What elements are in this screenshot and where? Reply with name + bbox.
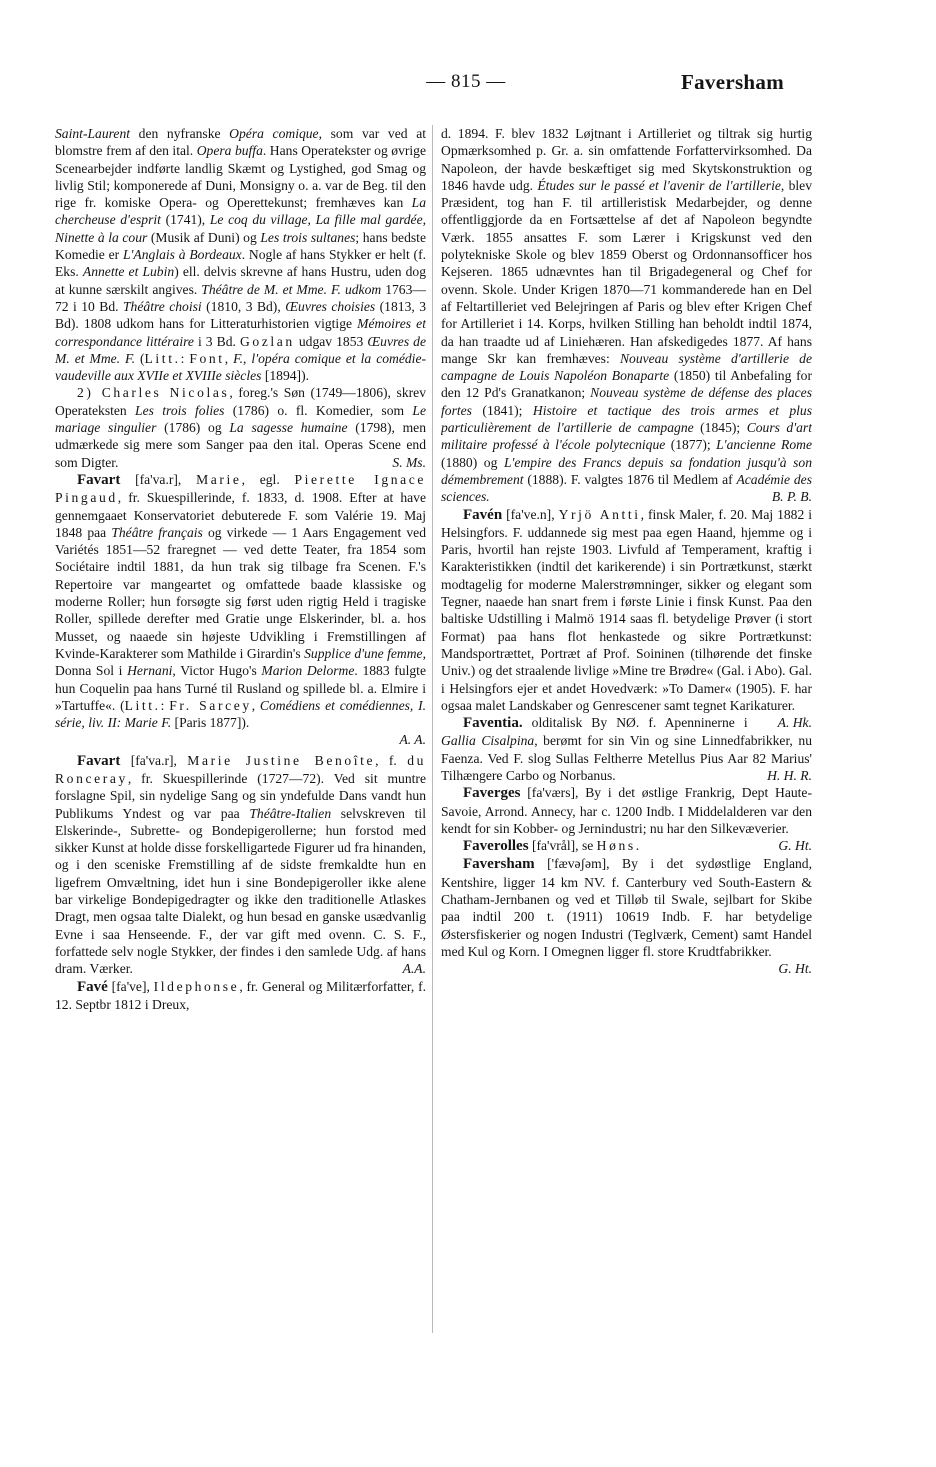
body-text: , f.: [375, 752, 408, 768]
body-text: 1763—72 i 10 Bd.: [55, 281, 426, 314]
body-text: (: [135, 350, 145, 366]
pronunciation: [fa'va.r],: [120, 471, 197, 487]
body-text: , som var ved at blomstre frem af den ital.: [55, 126, 426, 159]
work-title: Œuvres choisies: [285, 298, 376, 314]
headword: Favart: [77, 752, 121, 769]
entry-favart-continued: [55, 125, 426, 384]
body-text: (1798), men udmærkede sig mere som Sanger paa den ital. Operas Scene end som Digter.: [55, 420, 426, 470]
entry-favart-marie-justine: [55, 752, 426, 978]
body-text: , fr. Skuespillerinde, f. 1833, d. 1908. Efter at have gennemgaaet Konservatoriet debuterede F. som Valérie 19. Maj 1848 paa: [55, 490, 426, 540]
body-text: ,: [243, 350, 252, 366]
literature-label: Litt.: [124, 697, 161, 713]
literature-label: Litt.: [144, 350, 181, 366]
body-text: d. 1894. F. blev 1832 Løjtnant i Artilleriet og tiltrak sig hurtig Opmærksomhed p. Gr. a. sin omfattende Forfattervirksomhed. Da Napoleon, der havde beskæftiget sig med Skytskonstruktion og 1846 havde udg.: [441, 126, 812, 193]
work-title: Mémoires et correspondance littéraire: [55, 316, 426, 349]
work-title: Histoire et tactique des trois armes et plus particulièrement de l'artillerie de campagne: [441, 402, 812, 436]
author-signature: A.A.: [402, 961, 426, 977]
work-title: Comédiens et comédiennes, I. série, liv. II: Marie F.: [55, 697, 426, 731]
spaced-name: Ildephonse: [153, 978, 240, 994]
author-signature: B. P. B.: [771, 489, 812, 505]
work-title: Cours d'art militaire professé à l'école polytecnique: [441, 420, 812, 453]
running-head: Faversham: [680, 70, 784, 94]
body-text: , fr. Skuespillerinde (1727—72). Ved sit muntre forslagne Spil, sin nydelige Sang og sin yndefulde Dans vandt hun Publikums Yndest og var paa: [55, 770, 426, 821]
body-text: , Victor Hugo's: [172, 663, 262, 679]
work-title: Théâtre de M. et Mme. F.: [201, 281, 341, 297]
author-signature: H. H. R.: [767, 767, 812, 783]
body-text: ['fævəʃəm], By i det sydøstlige England, Kentshire, ligger 14 km NV. f. Canterbury ved South-Eastern & Chatham-Jernbanen og ved et Tilløb til Swale, sejlbart for Skibe paa indtil 200 t. (1911) 10619 Indb. F. har betydelige Østersfiskerier og nogen Industri (Teglværk, Cement) samt Handel med Kul og Korn. I Omegnen ligger fl. store Krudtfabrikker.: [441, 856, 812, 959]
spaced-name: 2) Charles Nicolas: [77, 385, 230, 401]
work-title: Le coq du village, La fille mal gardée, Ninette à la cour: [55, 212, 426, 245]
headword: Faversham: [463, 856, 535, 873]
work-title: L'Anglais à Bordeaux: [122, 247, 242, 263]
entry-faversham: [441, 855, 812, 977]
work-title: Théâtre-Italien: [249, 805, 332, 821]
spaced-name: Fr. Sarcey: [169, 697, 252, 713]
cross-reference: Høns: [596, 838, 636, 854]
author-signature: A. A.: [399, 732, 426, 748]
work-title: Théâtre français: [111, 524, 203, 540]
body-text: i 3 Bd.: [193, 333, 240, 349]
body-text: (1888). F. valgtes 1876 til Medlem af: [523, 471, 737, 487]
work-title: La sagesse humaine: [229, 420, 348, 436]
body-text: , blev Præsident, tog han F. til artilleristisk Medarbejder, og denne offentliggjorde da en Fortsættelse af det af Napoleon begyndte Værk. 1855 ansattes F. som Lærer i Krigskunst ved den polytekniske Skole og blev 1859 Oberst og Ordonnansofficer hos Kejseren. 1865 udnævntes han til Brigadegeneral og Chef for ovenn. Skole. Under Krigen 1870—71 kommanderede han en Del af Feltartilleriet ved Belejringen af Paris og blev efter Krigen Chef for Artilleriet i 14. Korps, hvilken Stilling han beholdt indtil 1874, da han traadte ud af Liniehæren. Han afskedigedes 1877. Af hans mange Skr kan fremhæves:: [441, 177, 812, 366]
body-text: [fa'værs], By i det østlige Frankrig, Dept Haute-Savoie, Arrond. Annecy, har c. 1200 Indb. I Middelalderen var den kendt for sin Kobber- og Jernindustri; nu har den Silkevæverier.: [441, 785, 812, 836]
entry-favart-marie: [55, 471, 426, 731]
entry-fave: [55, 978, 426, 1014]
page-number: — 815 —: [426, 71, 506, 92]
work-title: Supplice d'une femme: [304, 645, 423, 661]
work-title: Nouveau système de défense des places fortes: [441, 385, 812, 418]
work-title: Les trois sultanes: [260, 229, 356, 245]
body-text: ) ell. delvis skrevne af hans Hustru, uden dog at kunne særskilt angives.: [55, 264, 426, 297]
body-text: , foreg.'s Søn (1749—1806), skrev Operateksten: [55, 385, 426, 418]
body-text: (Musik af Duni) og: [147, 229, 261, 245]
body-text: ,: [251, 697, 260, 713]
work-title: Opera buffa: [196, 143, 263, 159]
spaced-name: Marie Justine Benoîte: [187, 752, 376, 768]
body-text: , egl.: [241, 471, 295, 487]
pronunciation: [fa'va.r],: [120, 752, 188, 768]
body-text: (1850) til Anbefaling for den 12 Pd's Granatkanon;: [441, 368, 812, 401]
body-text: den nyfranske: [130, 126, 230, 141]
headword: Favart: [77, 471, 121, 488]
body-text: , finsk Maler, f. 20. Maj 1882 i Helsingfors. F. uddannede sig mest paa egen Haand, hjemme og i Paris, hvortil han rejste 1903. Livfuld af Temperament, kraftig i Karakteristikken (indtil det karikerende) i sin Portrætkunst, stærkt modtagelig for moderne Malerstrømninger, sikker og elegant som Tegner, naaede han snart frem i første Linie i finsk Kunst. Paa den baltiske Udstilling i Malmö 1914 saas fl. betydelige Prøver (i stort Format) paa hans flot henkastede og sikre Portrætkunst: Mandsportrættet, Portræt af Prof. Soininen (tilhørende det finske Univ.) og det straalende livlige »Mine tre Brødre« (Gal. i Abo). Gal. i Helsingfors ejer et andet Hovedværk: »To Damer« (1905). F. har ogsaa malet Landskaber og Genrescener samt tegnet Karikaturer.: [441, 506, 812, 713]
work-title: Les trois folies: [135, 402, 225, 418]
body-text: (1786) o. fl. Komedier, som: [224, 402, 413, 418]
entry-charles-nicolas: [55, 384, 426, 470]
pronunciation: [fa've],: [107, 978, 154, 994]
body-text: [Paris 1877]).: [171, 715, 250, 731]
body-text: (1880) og: [441, 454, 504, 470]
body-text: , fr. General og Militærforfatter, f. 12. Septbr 1812 i Dreux,: [55, 978, 426, 1012]
body-text: , Donna Sol i: [55, 645, 426, 679]
author-signature: G. Ht.: [778, 838, 812, 854]
spaced-name: Marie: [196, 471, 242, 487]
work-title: Marion Delorme: [261, 663, 355, 679]
spaced-name: Pierette Ignace Pingaud: [55, 471, 426, 506]
author-signature: G. Ht.: [778, 961, 812, 977]
author-signature: A. Hk.: [777, 715, 812, 731]
body-text: :: [180, 350, 190, 366]
work-title: L'empire des Francs depuis sa fondation jusqu'à son démembrement: [441, 454, 812, 487]
work-title: Œuvres de M. et Mme. F.: [55, 333, 426, 366]
author-signature: S. Ms.: [392, 454, 426, 470]
spaced-name: Font: [189, 350, 225, 366]
column-divider: [432, 125, 433, 1333]
body-text: (1877);: [665, 437, 717, 453]
left-column: [55, 125, 426, 1345]
body-text: F.: [233, 350, 244, 366]
headword: Faverges: [463, 785, 521, 802]
body-text: selvskreven til Elskerinde-, Subrette- og Bondepigerollerne; hun forstod med sikker Kunst at holde disse forskelligartede Figurer ud fra hinanden, og i den sceniske Fremstilling af de sidste fremkaldte hun en ligefrem Omvæltning, idet hun i sine Bondepigeroller ikke alene bar virkelige Bondepigedragter og ikke den traditionelle Atlaskes Dragt, men ogsaa talte Dialekt, og hun besad en ganske usædvanlig Evne i saa Henseende. F., der var gift med ovenn. C. S. F., forfattede selv nogle Stykker, der findes i den samlede Udg. af hans dram. Værker.: [55, 805, 426, 977]
body-text: ; hans bedste Komedie er: [55, 229, 426, 263]
work-title: Études sur le passé et l'avenir de l'artillerie: [537, 177, 781, 193]
body-text: [fa'vrål], se: [528, 838, 597, 854]
pronunciation: [fa've.n],: [502, 506, 559, 522]
spaced-name: Gozlan: [239, 333, 295, 349]
work-title: Le mariage singulier: [55, 402, 426, 436]
body-text: .: [635, 838, 640, 854]
right-column: [441, 125, 812, 1345]
work-title: Hernani: [127, 663, 173, 679]
spaced-name: Yrjö Antti: [558, 506, 641, 522]
body-text: udgav 1853: [294, 333, 368, 349]
work-title: Opéra comique: [229, 126, 319, 141]
work-title: Théâtre choisi: [123, 298, 202, 314]
work-title: La chercheuse d'esprit: [55, 195, 426, 228]
body-text: (1741),: [160, 212, 210, 228]
work-title: Nouveau système d'artillerie de campagne de Louis Napoléon Bonaparte: [441, 350, 812, 384]
body-text: . 1883 fulgte hun Coquelin paa hans Turné til Rusland og spillede bl. a. Elmire i »Tartuffe«. (: [55, 663, 426, 713]
work-title: Saint-Laurent: [55, 126, 131, 141]
spaced-name: du Ronceray: [55, 752, 426, 786]
body-text: , berømt for sin Vin og sine Linnedfabrikker, nu Faenza. Ved F. slog Sullas Feltherre Metellus Pius Aar 82 Marius' Tilhængere Carbo og Norbanus.: [441, 733, 812, 783]
body-text: udkom: [344, 281, 382, 297]
body-text: (1841);: [471, 402, 533, 418]
work-title: L'ancienne Rome: [716, 437, 812, 453]
body-text: ,: [224, 350, 234, 366]
headword: Faventia.: [463, 715, 523, 732]
work-title: l'opéra comique et la comédie-vaudeville aux XVIIe et XVIIIe siècles: [55, 350, 426, 384]
place-name: Gallia Cisalpina: [441, 733, 535, 749]
body-text: (1786) og: [156, 420, 230, 436]
body-text: [1894]).: [261, 368, 310, 384]
body-text: . Nogle af hans Stykker er helt (f. Eks.: [55, 247, 426, 280]
entry-fave-continued: [441, 125, 812, 506]
body-text: . Hans Operatekster og øvrige Scenearbejder indførte landlig Skæmt og Lystighed, god Smag og livlig Stil; komponerede af Duni, Monsigny o. a. var de Beg. til den rige fr. komiske Opera- og Operettekunst; fremhæves kan: [55, 143, 426, 211]
work-title: Académie des sciences.: [441, 471, 812, 505]
body-text: (1810, 3 Bd),: [201, 298, 286, 314]
body-text: (1813, 3 Bd). 1808 udkom hans for Litteraturhistorien vigtige: [55, 298, 426, 332]
headword: Favé: [77, 978, 108, 995]
work-title: Annette et Lubin: [82, 264, 175, 280]
headword: Favén: [463, 506, 503, 523]
body-text: olditalisk By NØ. f. Apenninerne i: [522, 715, 748, 731]
body-text: (1845);: [693, 420, 747, 436]
body-text: :: [160, 697, 170, 713]
body-text: og virkede — 1 Aars Engagement ved Variétés 1851—52 fraregnet — ved dette Teater, fra 1854 som Sociétaire indtil 1881, da hun trak sig tilbage fra Scenen. F.'s Repertoire var mangeartet og omfattede baade klassiske og moderne Roller; hun forsøgte sig først uden rigtig Held i tragiske Roller, spillede derefter med Gratie unge Elskerinder, bl. a. hos Musset, og naaede sin højeste Udvikling i Fremstillingen af Kvinde-Karakterer som Mathilde i Girardin's: [55, 524, 426, 661]
headword: Faverolles: [463, 838, 529, 855]
